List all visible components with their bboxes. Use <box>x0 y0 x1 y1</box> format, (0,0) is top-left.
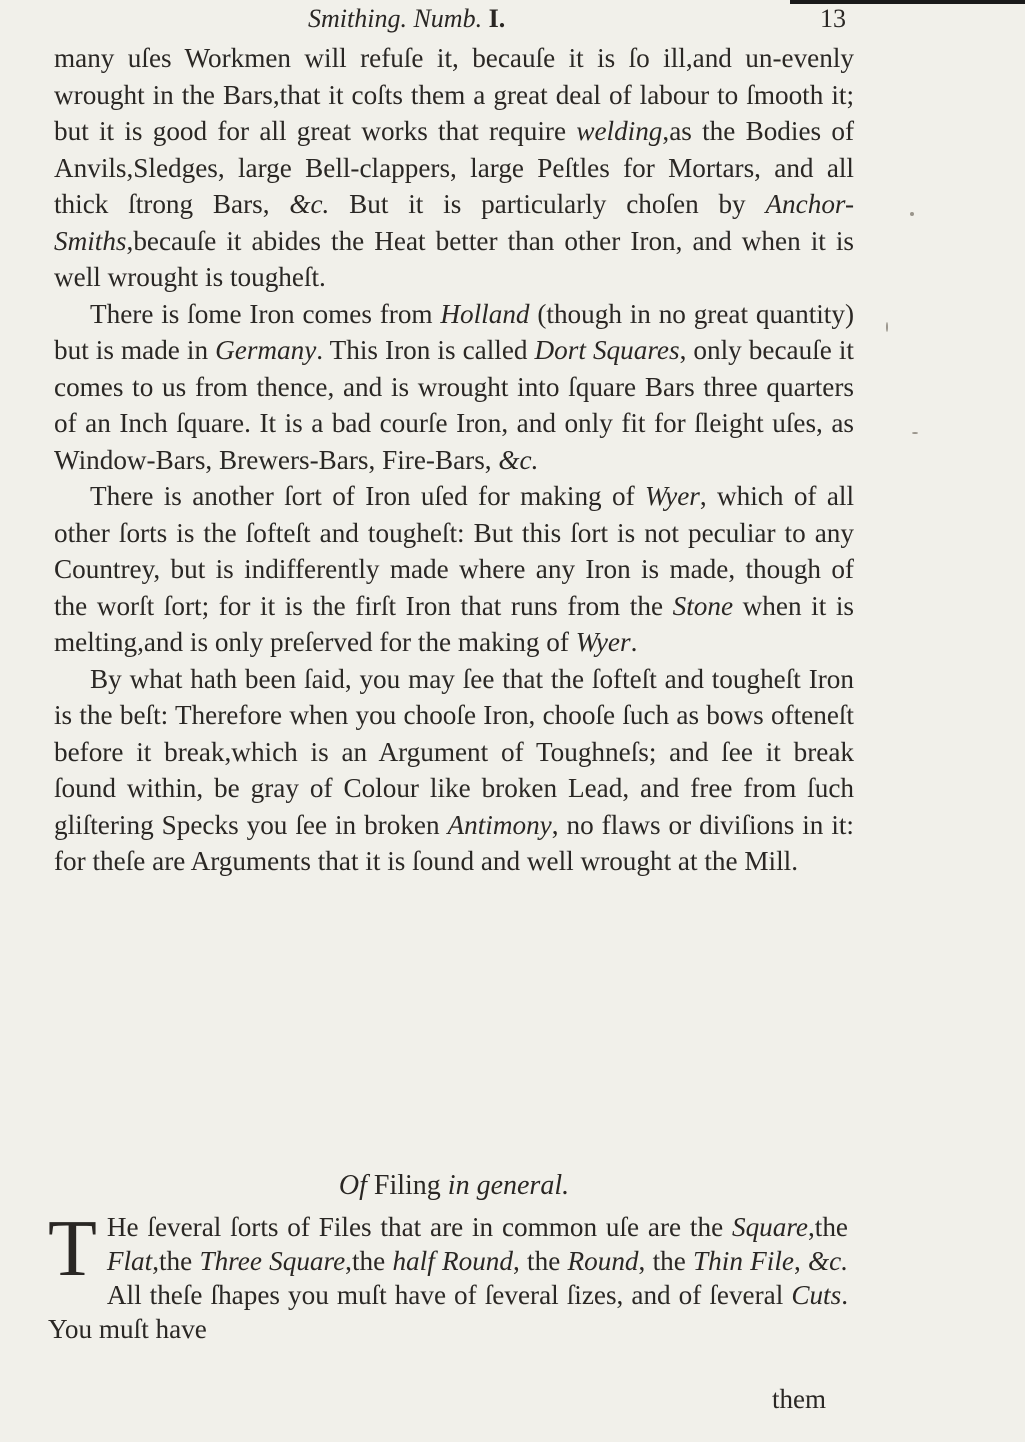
paper-speck <box>910 212 914 216</box>
page-number: 13 <box>820 4 846 33</box>
paragraph-3: There is another ſort of Iron uſed for making of Wyer, which of all other ſorts is the ſofteſt and tougheſt: But this ſort is not peculiar to any Countrey, but is indifferently made where any Iron is made, though of the worſt ſort; for it is the firſt Iron that runs from the Stone when it is melting,and is only preſerved for the making of Wyer. <box>54 481 854 657</box>
section-text: T He ſeveral ſorts of Files that are in common uſe are the Square,the Flat,the Three Square,the half Round, the Round, the Thin File, &c. All theſe ſhapes you muſt have of ſeveral ſizes, and of ſeveral Cuts. You muſt have <box>48 1205 849 1344</box>
running-header <box>0 4 1025 40</box>
paragraph-4: By what hath been ſaid, you may ſee that the ſofteſt and tougheſt Iron is the beſt: Therefore when you chooſe Iron, chooſe ſuch as bows ofteneſt before it break,which is an Argument of Toughneſs; and ſee it break ſound within, be gray of Colour like broken Lead, and free from ſuch gliſtering Specks you ſee in broken Antimony, no flaws or diviſions in it: for theſe are Arguments that it is ſound and well wrought at the Mill. <box>54 663 854 876</box>
paper-speck <box>912 432 918 434</box>
running-title <box>308 4 505 34</box>
catchword: them <box>772 1384 826 1414</box>
paragraph-2: There is ſome Iron comes from Holland (though in no great quantity) but is made in Germany. This Iron is called Dort Squares, only becauſe it comes to us from thence, and is wrought into ſquare Bars three quarters of an Inch ſquare. It is a bad courſe Iron, and only fit for ſleight uſes, as Window-Bars, Brewers-Bars, Fire-Bars, &c. <box>54 298 855 475</box>
running-title-numb: Numb. <box>413 4 483 33</box>
running-title-number: I. <box>488 4 506 33</box>
drop-cap: T <box>48 1205 97 1293</box>
paper-speck <box>886 322 888 332</box>
section-heading: Of Filing in general. <box>338 1170 570 1201</box>
body-text <box>54 40 854 880</box>
running-title-subject: Smithing. <box>308 4 407 33</box>
paragraph-1: many uſes Workmen will refuſe it, becauſe it is ſo ill,and un-evenly wrought in the Bars,that it coſts them a great deal of labour to ſmooth it; but it is good for all great works that require welding,as the Bodies of Anvils,Sledges, large Bell-clappers, large Peſtles for Mortars, and all thick ſtrong Bars, &c. But it is particularly choſen by Anchor-Smiths,becauſe it abides the Heat better than other Iron, and when it is well wrought is tougheſt. <box>54 43 854 292</box>
